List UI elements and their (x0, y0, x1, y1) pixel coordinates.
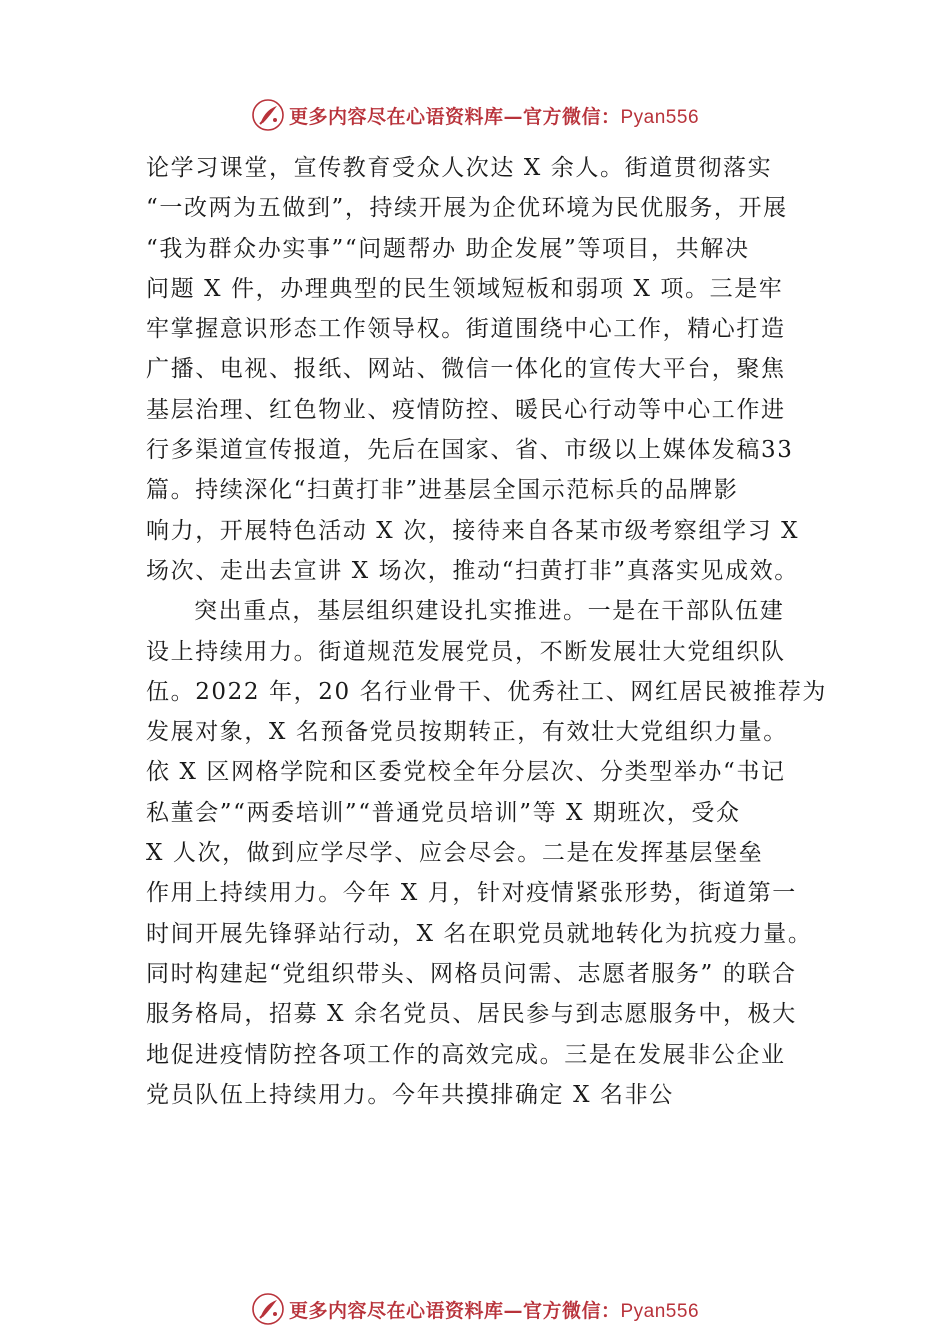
banner-main-text: 更多内容尽在心语资料库—官方微信： (288, 1299, 621, 1322)
text-line: “我为群众办实事”“问题帮办 助企发展”等项目，共解决 (146, 235, 750, 262)
text-line: 牢掌握意识形态工作领导权。街道围绕中心工作，精心打造 (146, 316, 786, 343)
wechat-id: Pyan556 (620, 106, 700, 128)
wechat-id: Pyan556 (620, 1300, 700, 1322)
text-line: 论学习课堂，宣传教育受众人次达 X 余人。街道贯彻落实 (146, 155, 773, 181)
text-line: X 人次，做到应学尽学、应会尽会。二是在发挥基层堡垒 (146, 840, 764, 867)
text-line: 行多渠道宣传报道，先后在国家、省、市级以上媒体发稿33 (146, 437, 794, 464)
text-line: 依 X 区网格学院和区委党校全年分层次、分类型举办“书记 (146, 759, 786, 786)
text-line: “一改两为五做到”，持续开展为企优环境为民优服务，开展 (146, 195, 788, 222)
text-line: 作用上持续用力。今年 X 月，针对疫情紧张形势，街道第一 (146, 880, 797, 907)
banner-main-text: 更多内容尽在心语资料库—官方微信： (288, 105, 621, 128)
paragraph-start-line: 突出重点，基层组织建设扎实推进。一是在干部队伍建 (194, 598, 785, 625)
brand-logo-icon (251, 98, 285, 132)
text-line: 设上持续用力。街道规范发展党员，不断发展壮大党组织队 (146, 638, 786, 665)
text-line: 地促进疫情防控各项工作的高效完成。三是在发展非公企业 (146, 1041, 786, 1068)
text-line: 基层治理、红色物业、疫情防控、暖民心行动等中心工作进 (146, 396, 786, 423)
document-body (146, 148, 826, 1115)
text-line: 伍。2022 年，20 名行业骨干、优秀社工、网红居民被推荐为 (146, 678, 828, 705)
banner-text (289, 1296, 699, 1323)
text-line: 场次、走出去宣讲 X 场次，推动“扫黄打非”真落实见成效。 (146, 557, 799, 584)
brand-logo-icon (251, 1292, 285, 1326)
text-line: 发展对象，X 名预备党员按期转正，有效壮大党组织力量。 (146, 719, 788, 746)
text-line: 同时构建起“党组织带头、网格员问需、志愿者服务” 的联合 (146, 960, 797, 987)
header-watermark-banner (0, 93, 950, 137)
text-line: 篇。持续深化“扫黄打非”进基层全国示范标兵的品牌影 (146, 477, 739, 504)
banner-text (289, 102, 699, 129)
text-line: 问题 X 件，办理典型的民生领域短板和弱项 X 项。三是牢 (146, 275, 784, 302)
text-line: 响力，开展特色活动 X 次，接待来自各某市级考察组学习 X (146, 517, 800, 544)
text-line: 时间开展先锋驿站行动，X 名在职党员就地转化为抗疫力量。 (146, 920, 813, 947)
text-line: 广播、电视、报纸、网站、微信一体化的宣传大平台，聚焦 (146, 356, 786, 383)
text-line: 私董会”“两委培训”“普通党员培训”等 X 期班次，受众 (146, 799, 741, 826)
text-line: 服务格局，招募 X 余名党员、居民参与到志愿服务中，极大 (146, 1001, 797, 1028)
text-line: 党员队伍上持续用力。今年共摸排确定 X 名非公 (146, 1081, 674, 1108)
footer-watermark-banner (0, 1287, 950, 1331)
